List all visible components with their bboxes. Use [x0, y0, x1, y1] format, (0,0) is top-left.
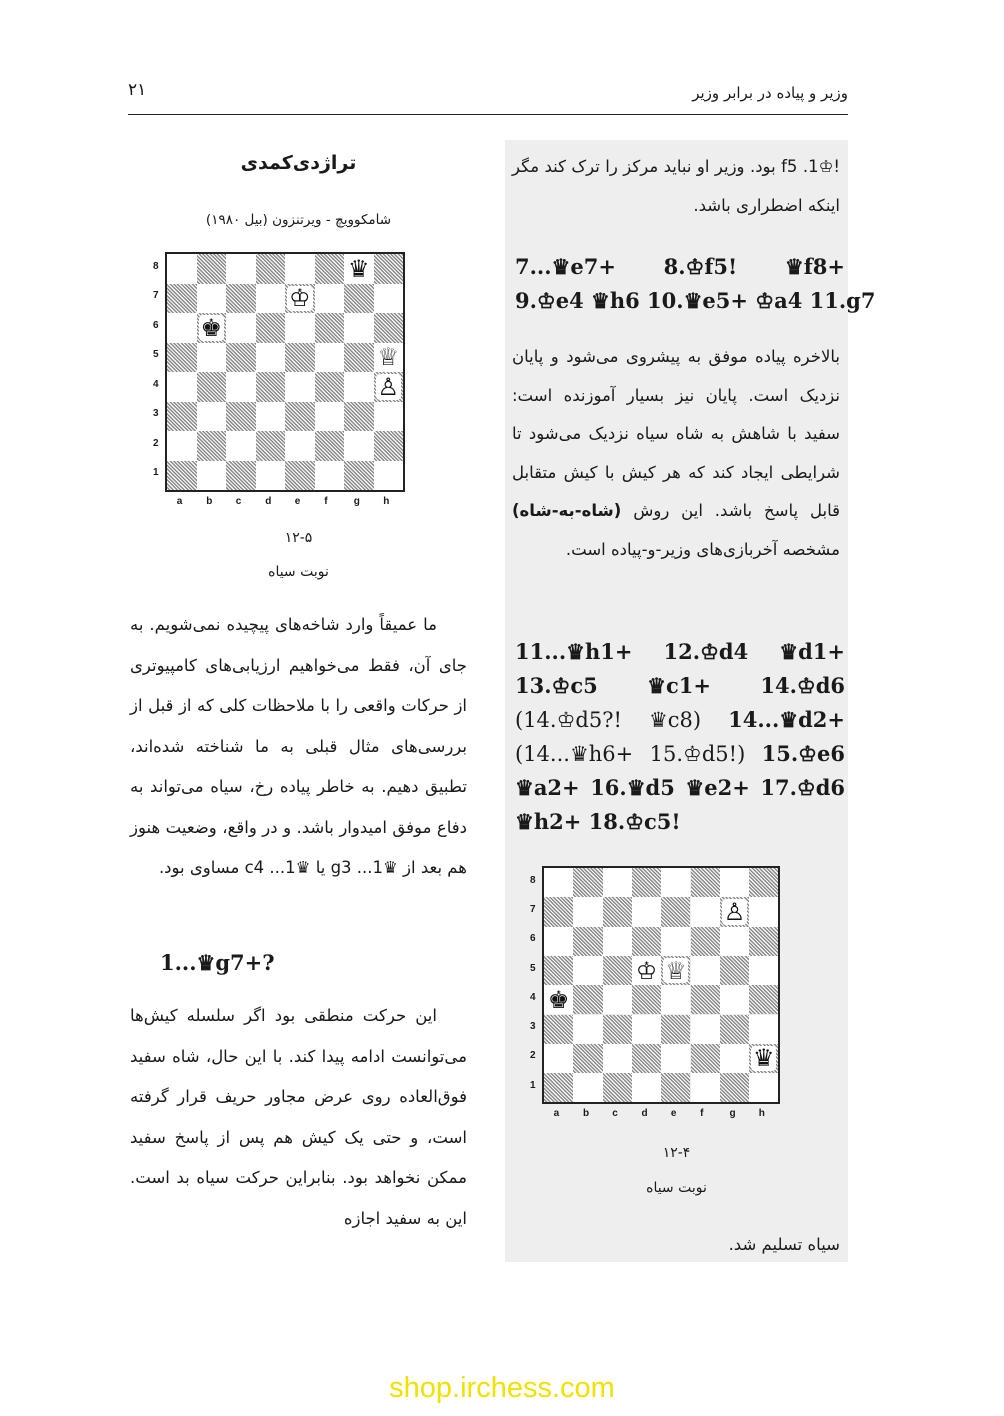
- board-square: [544, 868, 573, 897]
- file-label: c: [235, 496, 242, 507]
- board-square: [285, 343, 315, 373]
- file-label: e: [294, 496, 301, 507]
- white-piece-d5: ♔: [635, 956, 658, 985]
- file-label: f: [700, 1108, 704, 1120]
- board-square: [256, 313, 286, 343]
- rank-label: 7: [153, 290, 159, 302]
- board-square: [285, 431, 315, 461]
- board-square: [749, 897, 778, 926]
- black-piece-g8: ♛: [347, 254, 370, 283]
- move-text: 9.♔e4 ♛h6 10.♛e5+ ♔a4 11.g7: [515, 288, 876, 313]
- board-square: [691, 1015, 720, 1044]
- board-square: [632, 1015, 661, 1044]
- board-square: [226, 343, 256, 373]
- board-square: [720, 956, 749, 985]
- white-piece-g7: ♙: [723, 897, 746, 926]
- move-text: 15.♔e6: [761, 741, 845, 766]
- file-label: b: [206, 496, 213, 507]
- board-square: [544, 1015, 573, 1044]
- board-square: [544, 956, 573, 985]
- analysis-paragraph-1: [130, 605, 467, 889]
- rank-label: 2: [530, 1050, 536, 1062]
- board-square: [603, 927, 632, 956]
- board-square: [167, 431, 197, 461]
- move-row: [515, 771, 845, 805]
- move-text: 17.♔d6: [760, 775, 845, 800]
- board-square: [749, 985, 778, 1014]
- move-text: 14...♛d2+: [728, 707, 845, 732]
- move-text: ♛e2+: [685, 775, 750, 800]
- rank-label: 6: [153, 319, 159, 331]
- explanation-paragraph: [512, 338, 840, 569]
- board-square: [344, 461, 374, 491]
- board-square: [603, 956, 632, 985]
- board-square: [691, 927, 720, 956]
- board-square: [315, 402, 345, 432]
- board-square: [256, 461, 286, 491]
- rank-label: 8: [153, 260, 159, 272]
- board-square: [285, 402, 315, 432]
- move-text: 15.♔d5!): [649, 742, 746, 766]
- rank-label: 1: [530, 1079, 536, 1091]
- move-text: 11...♛h1+: [515, 639, 633, 664]
- board-square: [544, 927, 573, 956]
- board-square: [661, 1044, 690, 1073]
- chapter-title: وزیر و پیاده در برابر وزیر: [692, 84, 848, 102]
- chessboard: [165, 252, 405, 492]
- explanation-text: بالاخره پیاده موفق به پیشروی می‌شود و پایان نزدیک است. پایان نیز بسیار آموزنده است: سفید با شاهش به شاه سیاه نزدیک می‌شود تا شرایطی ایجاد کند که هر کیش با کیش متقابل قابل پاسخ باشد. این روش: [512, 347, 840, 520]
- file-label: d: [641, 1108, 648, 1120]
- board-square: [167, 284, 197, 314]
- board-square: [661, 897, 690, 926]
- board-square: [167, 254, 197, 284]
- board-square: [315, 313, 345, 343]
- rank-label: 7: [530, 903, 536, 915]
- board-square: [603, 1073, 632, 1102]
- move-row: [515, 805, 845, 839]
- file-label: b: [582, 1108, 590, 1120]
- move-sequence-1: [515, 250, 876, 318]
- move-annotation: 1...♛g7+?: [160, 950, 275, 975]
- board-square: [691, 868, 720, 897]
- rank-label: 3: [530, 1021, 536, 1033]
- board-square: [197, 284, 227, 314]
- board-square: [720, 1015, 749, 1044]
- analysis-text-1: ما عمیقاً وارد شاخه‌های پیچیده نمی‌شویم. به جای آن، فقط می‌خواهیم ارزیابی‌های کامپیوتری از حرکات واقعی را با ملاحظات کلی که از قبل از بررسی‌های مثال قبلی به ما شناخته شده‌اند، تطبیق دهیم. به خاطر پیاده رخ، سیاه می‌تواند به دفاع موفق امیدوار باشد. و در واقع، وضعیت هنوز هم بعد از ♛g3 ...1 یا ♛c4 ...1 مساوی بود.: [130, 615, 467, 877]
- move-text: (14...♛h6+: [515, 742, 634, 766]
- board-square: [226, 461, 256, 491]
- board-square: [197, 372, 227, 402]
- board-square: [256, 343, 286, 373]
- white-piece-h4: ♙: [377, 372, 399, 401]
- white-piece-h5: ♕: [377, 343, 399, 372]
- board-square: [632, 1073, 661, 1102]
- rank-label: 2: [153, 437, 159, 449]
- diagram-caption-12-4: نوبت سیاه: [646, 1180, 707, 1196]
- rank-label: 4: [153, 378, 159, 390]
- black-piece-a4: ♚: [547, 985, 570, 1014]
- move-row: [515, 250, 845, 284]
- board-square: [256, 254, 286, 284]
- board-square: [344, 431, 374, 461]
- board-square: [344, 372, 374, 402]
- move-text: ♛c1+: [647, 673, 711, 698]
- board-square: [197, 402, 227, 432]
- board-square: [573, 868, 602, 897]
- board-square: [285, 254, 315, 284]
- board-square: [197, 461, 227, 491]
- board-square: [573, 897, 602, 926]
- board-square: [603, 897, 632, 926]
- footer-watermark-url: shop.irchess.com: [389, 1372, 615, 1404]
- board-square: [315, 431, 345, 461]
- move-row: [515, 635, 845, 669]
- section-title: تراژدی‌کمدی: [240, 152, 357, 174]
- board-square: [661, 1015, 690, 1044]
- file-label: a: [176, 496, 183, 507]
- board-square: [544, 1073, 573, 1102]
- board-square: [374, 284, 404, 314]
- board-square: [632, 985, 661, 1014]
- chessboard: [542, 866, 780, 1104]
- game-info: شامکوویچ - ویرتنزون (بیل ۱۹۸۰): [205, 212, 392, 228]
- board-square: [315, 372, 345, 402]
- move-text: (14.♔d5?!: [515, 708, 622, 732]
- board-square: [544, 1044, 573, 1073]
- move-text: ♛d1+: [779, 639, 845, 664]
- board-square: [691, 1073, 720, 1102]
- board-square: [544, 897, 573, 926]
- file-label: g: [729, 1108, 736, 1120]
- board-square: [167, 372, 197, 402]
- rank-label: 3: [153, 408, 159, 420]
- explanation-end: مشخصه آخربازی‌های وزیر-و-پیاده است.: [565, 539, 840, 559]
- board-square: [226, 372, 256, 402]
- board-square: [720, 868, 749, 897]
- board-square: [197, 343, 227, 373]
- board-square: [691, 1044, 720, 1073]
- move-text: ♛f8+: [784, 254, 845, 279]
- board-square: [226, 313, 256, 343]
- analysis-text-2: این حرکت منطقی بود اگر سلسله کیش‌ها می‌توانست ادامه پیدا کند. با این حال، شاه سفید فوق‌العاده روی عرض مجاور حریف قرار گرفته است، و حتی یک کیش هم پس از پاسخ سفید ممکن نخواهد بود. بنابراین حرکت سیاه بد است. این به سفید اجازه: [130, 1006, 467, 1228]
- file-label: d: [265, 496, 272, 507]
- board-square: [315, 461, 345, 491]
- board-square: [691, 956, 720, 985]
- right-column-panel: [505, 140, 876, 1262]
- board-square: [374, 431, 404, 461]
- white-piece-e7: ♔: [288, 284, 311, 313]
- board-square: [603, 1044, 632, 1073]
- move-text: 7...♛e7+: [515, 254, 616, 279]
- rank-label: 5: [153, 349, 159, 361]
- move-row: [515, 703, 845, 737]
- board-square: [256, 402, 286, 432]
- board-square: [691, 897, 720, 926]
- board-square: [374, 254, 404, 284]
- board-square: [573, 956, 602, 985]
- file-label: f: [324, 496, 328, 507]
- diagram-number-12-4: ۱۲-۴: [662, 1145, 691, 1161]
- board-square: [226, 254, 256, 284]
- board-square: [344, 402, 374, 432]
- board-square: [749, 1015, 778, 1044]
- file-label: h: [383, 496, 390, 507]
- move-text: ♛c8): [648, 708, 702, 732]
- black-piece-h2: ♛: [752, 1044, 775, 1073]
- move-text: 12.♔d4: [663, 639, 749, 664]
- white-piece-e5: ♕: [665, 956, 687, 985]
- board-square: [749, 956, 778, 985]
- board-square: [315, 284, 345, 314]
- board-square: [661, 927, 690, 956]
- board-square: [167, 313, 197, 343]
- rank-label: 6: [530, 933, 536, 945]
- board-square: [167, 461, 197, 491]
- page-header: [128, 80, 848, 115]
- board-square: [720, 985, 749, 1014]
- board-square: [256, 284, 286, 314]
- board-square: [573, 1015, 602, 1044]
- board-square: [167, 343, 197, 373]
- file-label: e: [670, 1108, 677, 1120]
- board-square: [573, 927, 602, 956]
- board-square: [603, 868, 632, 897]
- move-text: 16.♛d5: [590, 775, 675, 800]
- move-text: ♛h2+ 18.♔c5!: [515, 809, 681, 834]
- board-square: [315, 254, 345, 284]
- board-square: [632, 868, 661, 897]
- rank-label: 5: [530, 962, 536, 974]
- move-text: 8.♔f5!: [663, 254, 738, 279]
- resignation-text: سیاه تسلیم شد.: [728, 1235, 840, 1254]
- intro-text: !♔f5 .1 بود. وزیر او نباید مرکز را ترک کند مگر اینکه اضطراری باشد.: [512, 157, 840, 215]
- board-square: [632, 897, 661, 926]
- board-square: [603, 1015, 632, 1044]
- board-square: [573, 985, 602, 1014]
- board-square: [661, 985, 690, 1014]
- board-square: [226, 284, 256, 314]
- board-square: [632, 927, 661, 956]
- board-square: [256, 372, 286, 402]
- move-row: [515, 737, 845, 771]
- board-square: [344, 343, 374, 373]
- analysis-paragraph-2: [130, 996, 467, 1239]
- board-square: [226, 402, 256, 432]
- file-label: a: [553, 1108, 560, 1120]
- board-square: [749, 1073, 778, 1102]
- black-piece-b6: ♚: [200, 313, 222, 342]
- rank-label: 1: [153, 467, 159, 479]
- board-square: [749, 868, 778, 897]
- diagram-caption-12-5: نوبت سیاه: [268, 564, 329, 580]
- board-square: [226, 431, 256, 461]
- board-square: [691, 985, 720, 1014]
- board-square: [374, 402, 404, 432]
- move-row: [515, 669, 845, 703]
- board-square: [720, 1044, 749, 1073]
- file-label: c: [612, 1108, 618, 1120]
- board-square: [344, 284, 374, 314]
- board-square: [344, 313, 374, 343]
- board-square: [374, 313, 404, 343]
- board-square: [256, 431, 286, 461]
- board-square: [573, 1044, 602, 1073]
- king-to-king-term: (شاه-به-شاه): [512, 501, 622, 520]
- move-text: 13.♔c5: [515, 673, 598, 698]
- file-label: g: [353, 496, 360, 507]
- board-square: [167, 402, 197, 432]
- move-text: ♛a2+: [515, 775, 580, 800]
- board-square: [661, 868, 690, 897]
- board-square: [661, 1073, 690, 1102]
- move-sequence-2: [515, 635, 845, 839]
- page-number: ۲۱: [128, 80, 147, 100]
- rank-label: 8: [530, 874, 536, 886]
- move-text: 14.♔d6: [760, 673, 845, 698]
- board-square: [285, 461, 315, 491]
- board-square: [374, 461, 404, 491]
- board-square: [197, 431, 227, 461]
- board-square: [573, 1073, 602, 1102]
- board-square: [197, 254, 227, 284]
- move-row: [515, 284, 876, 318]
- board-square: [720, 1073, 749, 1102]
- board-square: [720, 927, 749, 956]
- rank-label: 4: [530, 991, 536, 1003]
- board-square: [749, 927, 778, 956]
- board-square: [603, 985, 632, 1014]
- diagram-number-12-5: ۱۲-۵: [284, 530, 313, 546]
- board-square: [285, 313, 315, 343]
- file-label: h: [758, 1108, 765, 1120]
- board-square: [632, 1044, 661, 1073]
- board-square: [285, 372, 315, 402]
- board-square: [315, 343, 345, 373]
